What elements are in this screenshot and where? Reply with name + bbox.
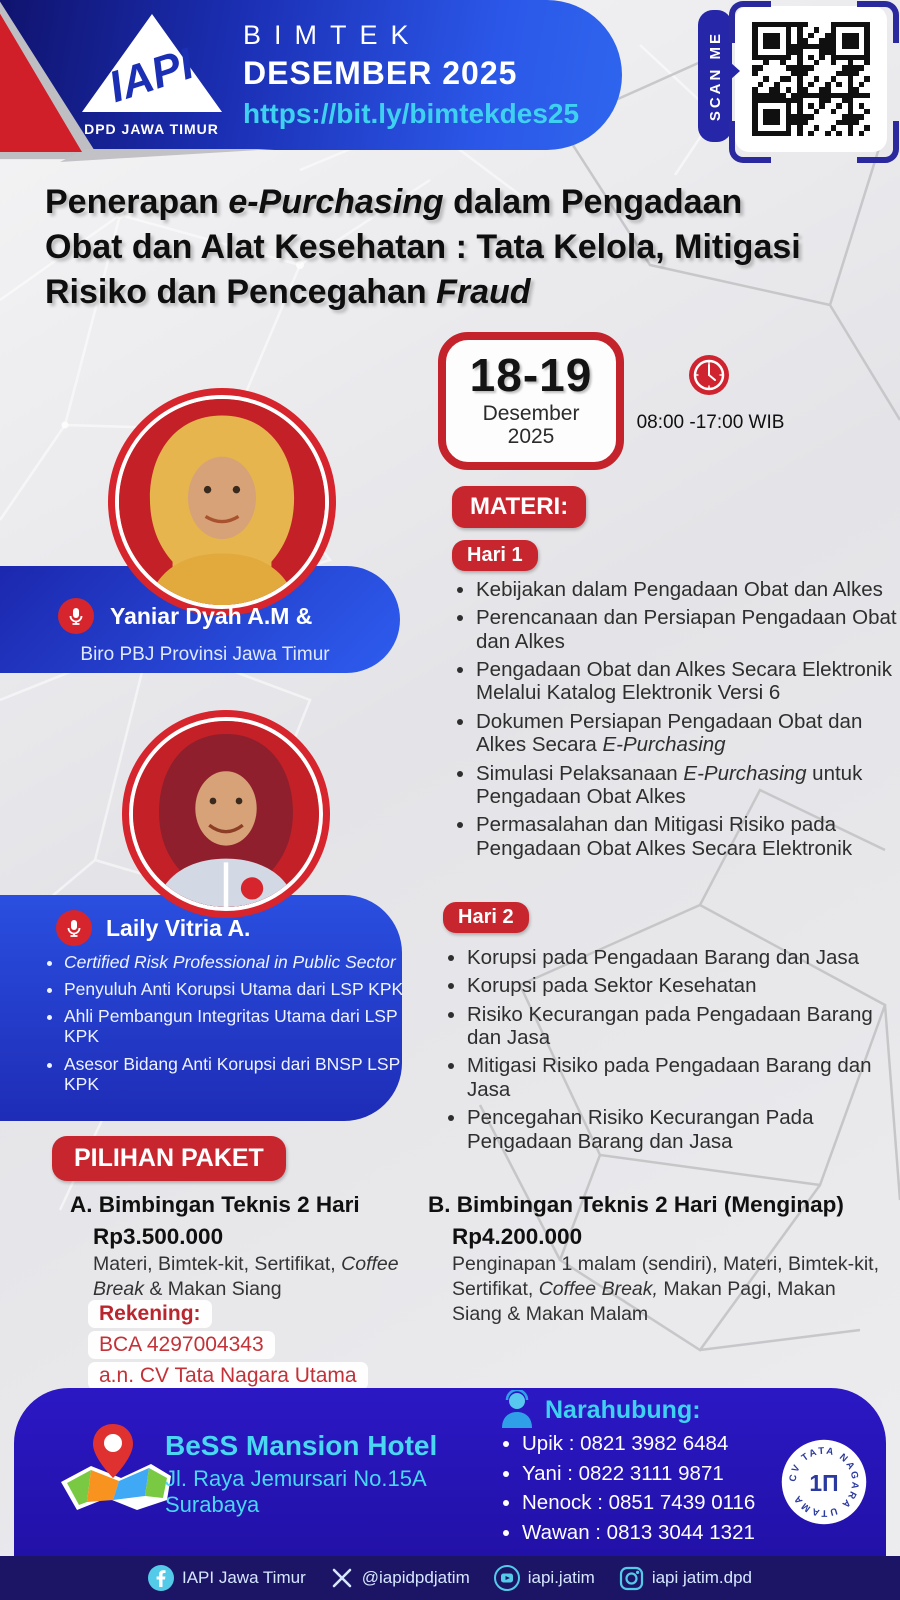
text-segment: E-Purchasing (602, 733, 726, 757)
iapi-logo-triangle (77, 12, 227, 120)
text-segment: Dokumen Persiapan Pengadaan Obat dan Alkes Secara (476, 709, 863, 757)
list-item: • Yani : 0822 3111 9871 (522, 1464, 755, 1485)
text-segment: Risiko Kecurangan pada Pengadaan Barang dan Jasa (467, 1002, 873, 1050)
social-x-label: @iapidpdjatim (361, 1568, 470, 1587)
qr-bracket (857, 121, 899, 163)
text-segment: Permasalahan dan Mitigasi Risiko pada Pengadaan Obat Alkes Secara Elektronik (476, 813, 853, 860)
list-item (476, 762, 900, 809)
microphone-icon (56, 910, 92, 946)
list-item: • Penyuluh Anti Korupsi Utama dari LSP KPK (64, 979, 409, 999)
text-segment: Coffee Break, (538, 1277, 658, 1300)
venue-address-line2: Surabaya (165, 1492, 260, 1517)
speaker1-avatar (119, 399, 325, 605)
social-youtube[interactable] (494, 1565, 595, 1591)
list-item: • Nenock : 0851 7439 0116 (522, 1493, 755, 1514)
speaker1-name-row (58, 598, 312, 634)
text-segment: E-Purchasing (683, 761, 807, 785)
social-x[interactable] (330, 1566, 470, 1590)
text-segment: Makan Pagi, Makan Siang & Makan Malam (452, 1277, 836, 1325)
instagram-icon (619, 1566, 644, 1591)
list-item (467, 1106, 892, 1153)
bank-account-number: BCA 4297004343 (88, 1331, 275, 1359)
text-segment: dalam Pengadaan Obat dan Alat Kesehatan : Tata Kelola, Mitigasi Risiko dan Pencegahan (45, 183, 801, 312)
text-segment: Perencanaan dan Persiapan Pengadaan Obat dan Alkes (476, 606, 897, 653)
bank-account-holder: a.n. CV Tata Nagara Utama (88, 1362, 368, 1390)
date-month: Desember (482, 402, 580, 425)
text-segment: Mitigasi Risiko pada Pengadaan Barang dan Jasa (467, 1054, 872, 1101)
venue-address-line1: Jl. Raya Jemursari No.15A (165, 1466, 427, 1491)
speaker2-name: Laily Vitria A. (106, 914, 251, 941)
qr-bracket (857, 1, 899, 43)
logo-letters: IAPI (102, 39, 199, 113)
contact-list (500, 1434, 755, 1552)
list-item: • Wawan : 0813 3044 1321 (522, 1523, 755, 1544)
package-a-description (93, 1252, 413, 1302)
speaker1-name: Yaniar Dyah A.M & (110, 602, 313, 629)
text-segment: Pengadaan Obat dan Alkes Secara Elektronik Melalui Katalog Elektronik Versi 6 (476, 658, 892, 705)
speaker1-photo (108, 388, 336, 616)
logo-subtitle: DPD JAWA TIMUR (84, 121, 219, 137)
registration-url[interactable]: https://bit.ly/bimtekdes25 (243, 98, 580, 129)
social-facebook-label: IAPI Jawa Timur (181, 1568, 306, 1587)
text-segment: Pencegahan Risiko Kecurangan Pada Pengadaan Barang dan Jasa (467, 1106, 814, 1153)
social-instagram[interactable] (619, 1566, 752, 1591)
youtube-icon (494, 1565, 520, 1591)
event-month: DESEMBER 2025 (243, 55, 518, 91)
social-instagram-label: iapi jatim.dpd (651, 1568, 752, 1587)
list-item (467, 974, 892, 997)
text-segment: Materi, Bimtek-kit, Sertifikat, (93, 1253, 342, 1275)
package-b-description (452, 1252, 882, 1327)
bank-account-label: Rekening: (88, 1300, 212, 1328)
qr-bracket (729, 121, 771, 163)
package-a-price: Rp3.500.000 (93, 1224, 224, 1249)
map-pin-icon (55, 1420, 175, 1512)
list-item (476, 710, 900, 757)
speaker2-avatar (133, 721, 319, 907)
speaker1-photo-ring (115, 395, 329, 609)
day2-topic-list (443, 946, 892, 1158)
clock-icon (688, 354, 730, 396)
package-b-title: B. Bimbingan Teknis 2 Hari (Menginap) (428, 1192, 844, 1217)
list-item (476, 658, 900, 705)
list-item (476, 606, 900, 653)
list-item: • Asesor Bidang Anti Korupsi dari BNSP LSP KPK (64, 1054, 409, 1094)
x-twitter-icon (330, 1566, 354, 1590)
text-segment: Korupsi pada Sektor Kesehatan (467, 974, 757, 998)
scan-me-arrow (730, 62, 740, 80)
text-segment: Fraud (436, 273, 531, 312)
contact-person-icon (498, 1390, 536, 1430)
text-segment: Penerapan (45, 183, 229, 221)
text-segment: e-Purchasing (228, 183, 444, 221)
org-logo (64, 12, 239, 144)
list-item (476, 578, 900, 601)
list-item (476, 813, 900, 860)
list-item (467, 1003, 892, 1050)
list-item: • Ahli Pembangun Integritas Utama dari LSP KPK (64, 1006, 409, 1046)
day1-badge: Hari 1 (452, 540, 538, 571)
date-year: 2025 (507, 425, 555, 449)
event-title (45, 180, 810, 316)
bank-account-block (88, 1300, 368, 1393)
list-item (467, 1054, 892, 1101)
day2-badge: Hari 2 (443, 902, 529, 933)
facebook-icon (148, 1565, 174, 1591)
speaker2-photo-ring (129, 717, 323, 911)
company-stamp (780, 1438, 868, 1526)
speaker1-org: Biro PBJ Provinsi Jawa Timur (80, 644, 330, 665)
venue-name: BeSS Mansion Hotel (165, 1430, 438, 1461)
event-type: BIMTEK (243, 20, 422, 50)
microphone-icon (58, 598, 94, 634)
date-range: 18-19 (469, 349, 593, 401)
social-bar (0, 1556, 900, 1600)
list-item: • Upik : 0821 3982 6484 (522, 1434, 755, 1455)
speaker2-credentials (40, 952, 409, 1101)
social-youtube-label: iapi.jatim (527, 1568, 595, 1587)
package-b-price: Rp4.200.000 (452, 1224, 583, 1249)
scan-me-pill (698, 10, 732, 142)
date-box (438, 332, 624, 470)
text-segment: Kebijakan dalam Pengadaan Obat dan Alkes (476, 578, 883, 601)
social-facebook[interactable] (148, 1565, 306, 1591)
text-segment: Coffee Break (93, 1253, 399, 1300)
text-segment: Simulasi Pelaksanaan (476, 761, 684, 785)
text-segment: Penginapan 1 malam (sendiri), Materi, Bimtek-kit, Sertifikat, (452, 1253, 879, 1300)
speaker2-photo (122, 710, 330, 918)
package-a-title: A. Bimbingan Teknis 2 Hari (70, 1192, 360, 1217)
speaker2-name-row (56, 910, 250, 946)
text-segment: Korupsi pada Pengadaan Barang dan Jasa (467, 946, 860, 969)
event-time: 08:00 -17:00 WIB (636, 412, 785, 433)
header-text-block (243, 20, 579, 130)
stamp-logo: 1П (809, 1469, 839, 1496)
materi-heading: MATERI: (452, 486, 586, 528)
scan-me-label: SCAN ME (706, 30, 724, 122)
list-item (467, 946, 892, 969)
contact-heading: Narahubung: (545, 1396, 701, 1424)
text-segment: & Makan Siang (143, 1277, 282, 1300)
packages-heading: PILIHAN PAKET (52, 1136, 286, 1181)
qr-bracket (729, 1, 771, 43)
day1-topic-list (452, 578, 900, 865)
text-segment: untuk Pengadaan Obat Alkes (476, 761, 863, 808)
stamp-text: CV TATA NAGARA UTAMA (787, 1445, 861, 1519)
list-item: • Certified Risk Professional in Public Sector (64, 952, 409, 972)
